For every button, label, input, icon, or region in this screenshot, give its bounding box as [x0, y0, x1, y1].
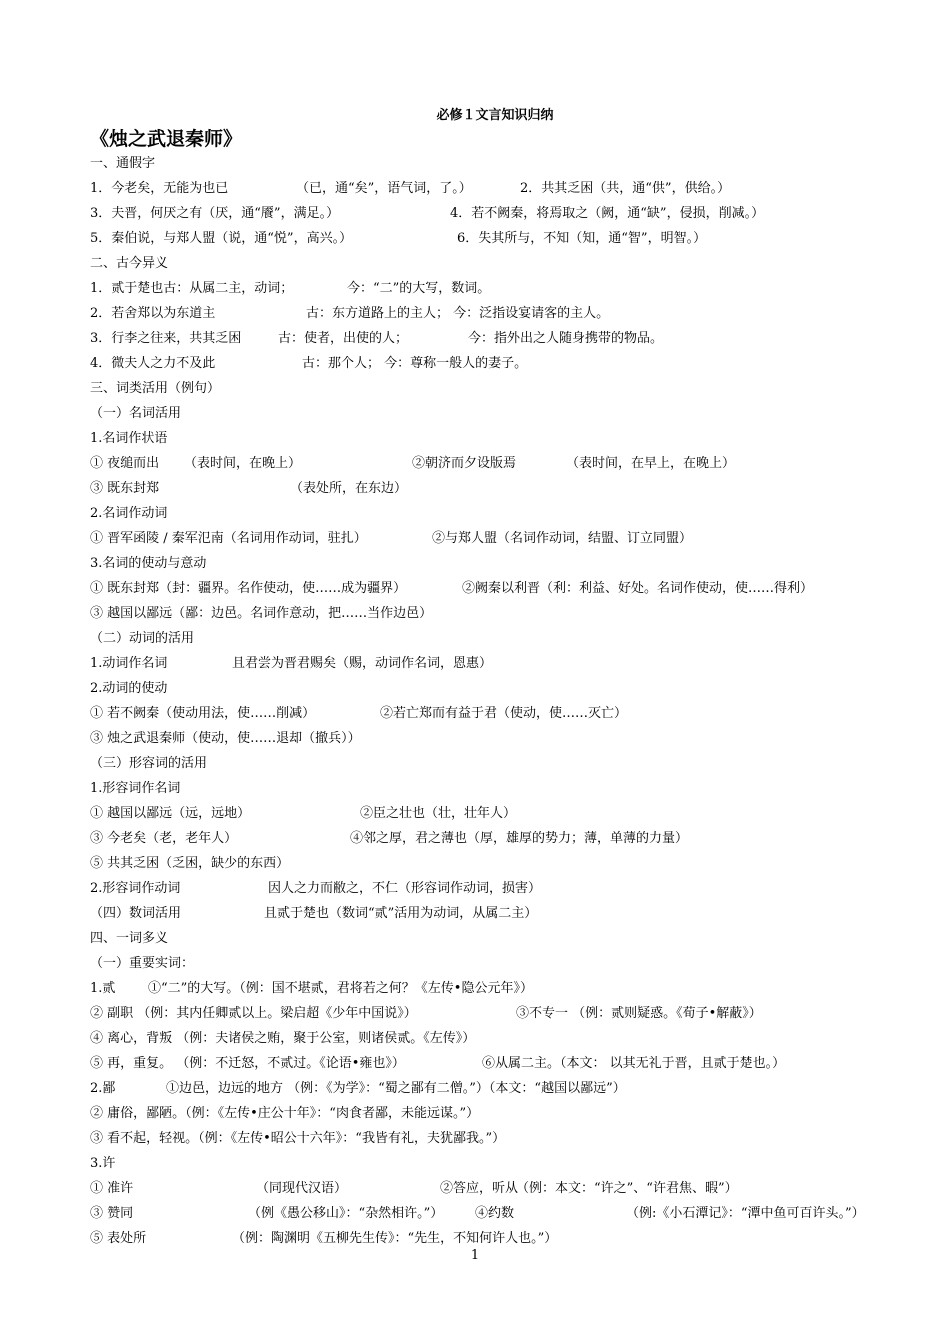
line-segment: 今：“二”的大写，数词。 [347, 281, 491, 296]
text-line [90, 1151, 920, 1176]
line-segment: ②朝济而夕设版焉 [412, 456, 517, 471]
text-line [90, 376, 920, 401]
text-line [90, 1101, 920, 1126]
line-segment: （四）数词活用 [90, 906, 182, 921]
content-lines [90, 151, 920, 1251]
text-line [90, 276, 920, 301]
essay-title: 《烛之武退秦师》 [90, 128, 243, 150]
line-segment: 3.许 [90, 1156, 116, 1171]
line-segment: 2．共其乏困（共，通“供”，供给。） [520, 181, 731, 196]
text-line [90, 426, 920, 451]
line-segment: ① 准许 [90, 1181, 134, 1196]
line-segment: ① 越国以鄙远（远，远地） [90, 806, 251, 821]
text-line [90, 651, 920, 676]
line-segment: ② 庸俗，鄙陋。（例：《左传•庄公十年》：“肉食者鄙，未能远谋。”） [90, 1106, 480, 1121]
line-segment: 1．贰于楚也古：从属二主，动词； [90, 281, 294, 296]
line-segment: （三）形容词的活用 [90, 756, 208, 771]
line-segment: 2.名词作动词 [90, 506, 168, 521]
page-number: 1 [470, 1248, 480, 1263]
line-segment: （表时间，在晚上） [184, 456, 302, 471]
text-line [90, 401, 920, 426]
line-segment: 三、词类活用（例句） [90, 381, 221, 396]
line-segment: ⑤ 共其乏困（乏困，缺少的东西） [90, 856, 290, 871]
text-line [90, 701, 920, 726]
text-line [90, 676, 920, 701]
line-segment: 且君尝为晋君赐矣（赐，动词作名词，恩惠） [232, 656, 493, 671]
line-segment: （例：本文：“许之”、“许君焦、暇”） [516, 1181, 738, 1196]
text-line [90, 251, 920, 276]
line-segment: ③ 看不起，轻视。（例：《左传•昭公十六年》：“我皆有礼，夫犹鄙我。”） [90, 1131, 506, 1146]
line-segment: 二、古今异义 [90, 256, 169, 271]
text-line [90, 1201, 920, 1226]
line-segment: 2.鄙 [90, 1081, 116, 1096]
line-segment: （表时间，在早上，在晚上） [566, 456, 736, 471]
line-segment: 古：使者，出使的人； [278, 331, 409, 346]
line-segment: 4．微夫人之力不及此 [90, 356, 216, 371]
line-segment: 1.形容词作名词 [90, 781, 181, 796]
line-segment: 1．今老矣，无能为也已 [90, 181, 229, 196]
text-line [90, 176, 920, 201]
text-line [90, 1176, 920, 1201]
text-line [90, 451, 920, 476]
line-segment: 古：东方道路上的主人； 今：泛指设宴请客的主人。 [306, 306, 610, 321]
text-line [90, 901, 920, 926]
line-segment: ③不专一 （例：贰则疑惑。《荀子•解蔽》） [516, 1006, 762, 1021]
line-segment: （已，通“矣”，语气词，了。） [296, 181, 472, 196]
line-segment: （二）动词的活用 [90, 631, 195, 646]
line-segment: ③ 今老矣（老，老年人） [90, 831, 238, 846]
line-segment: ① 晋军函陵 / 秦军氾南（名词用作动词，驻扎） [90, 531, 367, 546]
text-line [90, 726, 920, 751]
text-line [90, 301, 920, 326]
text-line [90, 501, 920, 526]
text-line [90, 526, 920, 551]
text-line [90, 626, 920, 651]
line-segment: 一、通假字 [90, 156, 156, 171]
text-line [90, 801, 920, 826]
text-line [90, 951, 920, 976]
line-segment: ⑥从属二主。（本文： 以其无礼于晋，且贰于楚也。） [482, 1056, 786, 1071]
line-segment: 1.名词作状语 [90, 431, 168, 446]
document-title: 必修１文言知识归纳 [436, 108, 554, 123]
line-segment: ① 既东封郑（封：疆界。名作使动，使……成为疆界） [90, 581, 407, 596]
line-segment: 四、一词多义 [90, 931, 169, 946]
line-segment: 1.贰 [90, 981, 116, 996]
line-segment: （一）重要实词： [90, 956, 195, 971]
text-line [90, 976, 920, 1001]
text-line [90, 776, 920, 801]
line-segment: （一）名词活用 [90, 406, 182, 421]
line-segment: 3.名词的使动与意动 [90, 556, 207, 571]
text-line [90, 476, 920, 501]
line-segment: ③ 赞同 [90, 1206, 134, 1221]
line-segment: ②答应，听从 [440, 1181, 519, 1196]
text-line [90, 551, 920, 576]
line-segment: ①边邑，边远的地方 （例：《为学》：“蜀之鄙有二僧。”）（本文：“越国以鄙远”） [166, 1081, 626, 1096]
text-line [90, 1126, 920, 1151]
line-segment: ③ 烛之武退秦师（使动，使……退却（撤兵）） [90, 731, 361, 746]
line-segment: ①“二”的大写。（例：国不堪贰，君将若之何？《左传•隐公元年》） [148, 981, 533, 996]
text-line [90, 151, 920, 176]
line-segment: 且贰于楚也（数词“贰”活用为动词，从属二主） [264, 906, 538, 921]
text-line [90, 601, 920, 626]
text-line [90, 201, 920, 226]
text-line [90, 226, 920, 251]
line-segment: ② 副职 （例：其内任卿贰以上。梁启超《少年中国说》） [90, 1006, 417, 1021]
line-segment: （例:《小石潭记》：“潭中鱼可百许头。”） [626, 1206, 865, 1221]
text-line [90, 1026, 920, 1051]
line-segment: 6．失其所与，不知（知，通“智”，明智。） [457, 231, 707, 246]
line-segment: （例：陶渊明《五柳先生传》：“先生，不知何许人也。”） [232, 1231, 558, 1246]
text-line [90, 576, 920, 601]
line-segment: ① 若不阙秦（使动用法，使……削减） [90, 706, 316, 721]
text-line [90, 1076, 920, 1101]
line-segment: ③ 越国以鄙远（鄙：边邑。名词作意动，把……当作边邑） [90, 606, 433, 621]
text-line [90, 751, 920, 776]
line-segment: 因人之力而敝之，不仁（形容词作动词，损害） [268, 881, 542, 896]
line-segment: 3．行李之往来，共其乏困 [90, 331, 242, 346]
line-segment: ③ 既东封郑 [90, 481, 160, 496]
line-segment: ① 夜缒而出 [90, 456, 160, 471]
text-line [90, 826, 920, 851]
line-segment: （表处所，在东边） [290, 481, 408, 496]
line-segment: 1.动词作名词 [90, 656, 168, 671]
line-segment: ⑤ 表处所 [90, 1231, 147, 1246]
line-segment: ②若亡郑而有益于君（使动，使……灭亡） [380, 706, 628, 721]
text-line [90, 876, 920, 901]
line-segment: ④ 离心，背叛 （例：夫诸侯之贿，聚于公室，则诸侯贰。《左传》） [90, 1031, 476, 1046]
line-segment: 2.动词的使动 [90, 681, 168, 696]
text-line [90, 1001, 920, 1026]
line-segment: ②阙秦以利晋（利：利益、好处。名词作使动，使……得利） [462, 581, 814, 596]
line-segment: 2.形容词作动词 [90, 881, 181, 896]
line-segment: ④邻之厚，君之薄也（厚，雄厚的势力；薄，单薄的力量） [350, 831, 689, 846]
line-segment: 5．秦伯说，与郑人盟（说，通“悦”，高兴。） [90, 231, 353, 246]
line-segment: 今：指外出之人随身携带的物品。 [468, 331, 664, 346]
line-segment: ②与郑人盟（名词作动词，结盟、订立同盟） [432, 531, 693, 546]
text-line [90, 326, 920, 351]
line-segment: 3．夫晋，何厌之有（厌，通“餍”，满足。） [90, 206, 340, 221]
line-segment: （例《愚公移山》：“杂然相许。”） [248, 1206, 444, 1221]
line-segment: 2．若舍郑以为东道主 [90, 306, 216, 321]
text-line [90, 1051, 920, 1076]
line-segment: （同现代汉语） [256, 1181, 348, 1196]
line-segment: ⑤ 再，重复。 （例：不迁怒，不贰过。《论语•雍也》） [90, 1056, 405, 1071]
text-line [90, 926, 920, 951]
line-segment: 古：那个人； 今：尊称一般人的妻子。 [302, 356, 528, 371]
text-line [90, 351, 920, 376]
text-line [90, 851, 920, 876]
line-segment: 4．若不阙秦，将焉取之（阙，通“缺”，侵损，削减。） [450, 206, 765, 221]
line-segment: ④约数 [475, 1206, 515, 1221]
line-segment: ②臣之壮也（壮，壮年人） [360, 806, 517, 821]
